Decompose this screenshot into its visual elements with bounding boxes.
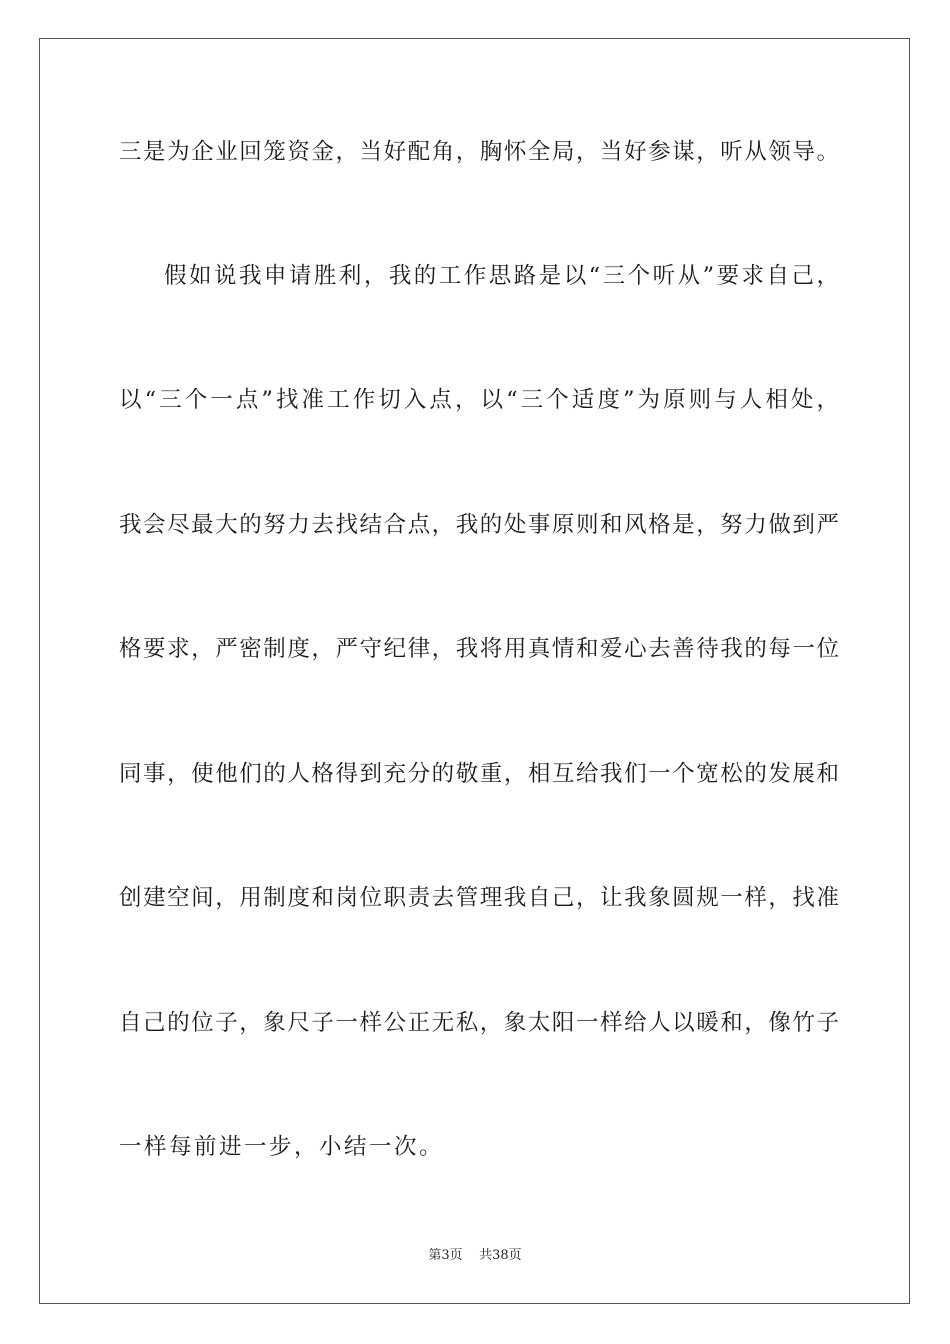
text-line-3: 以“三个一点”找准工作切入点，以“三个适度”为原则与人相处，	[119, 387, 839, 413]
text-line-8: 自己的位子，象尺子一样公正无私，象太阳一样给人以暖和，像竹子	[119, 1010, 839, 1036]
text-line-7: 创建空间，用制度和岗位职责去管理我自己，让我象圆规一样，找准	[119, 885, 839, 911]
page-footer	[0, 1247, 950, 1265]
text-line-1: 三是为企业回笼资金，当好配角，胸怀全局，当好参谋，听从领导。	[119, 139, 839, 165]
text-line-5: 格要求，严密制度，严守纪律，我将用真情和爱心去善待我的每一位	[119, 636, 839, 662]
text-line-9: 一样每前进一步，小结一次。	[119, 1134, 445, 1160]
page-total: 共38页	[479, 1248, 522, 1263]
page-number: 第3页	[428, 1248, 463, 1263]
text-line-2: 假如说我申请胜利，我的工作思路是以“三个听从”要求自己，	[164, 263, 839, 289]
text-line-4: 我会尽最大的努力去找结合点，我的处事原则和风格是，努力做到严	[119, 512, 839, 538]
text-line-6: 同事，使他们的人格得到充分的敬重，相互给我们一个宽松的发展和	[119, 761, 839, 787]
page-frame	[39, 38, 910, 1304]
